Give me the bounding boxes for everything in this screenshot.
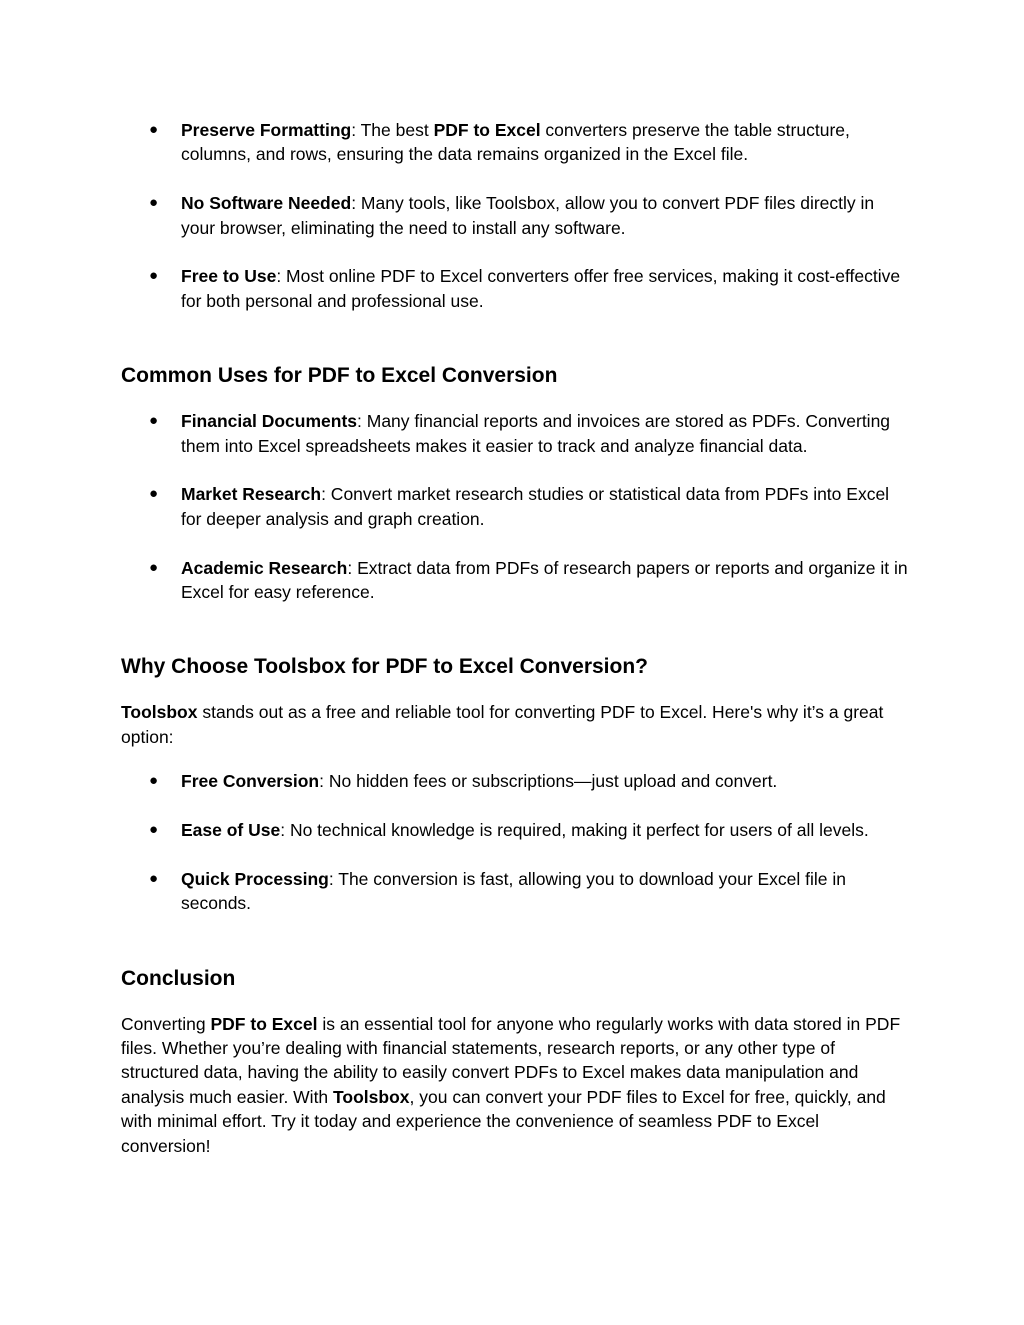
why-intro-paragraph (121, 700, 911, 749)
section-heading-conclusion: Conclusion (121, 966, 236, 990)
list-item (121, 118, 911, 167)
paragraph-text: , you can convert your PDF files to Excel for free, quickly, and with minimal effort. Try it today and experience the convenience of seamless PDF to Excel conversion! (121, 1086, 886, 1156)
bullet-icon: ● (149, 821, 159, 839)
bullet-icon: ● (149, 772, 159, 790)
bullet-text: : Many tools, like Toolsbox, allow you to convert PDF files directly in your browser, eliminating the need to install any software. (181, 193, 875, 238)
bullet-emphasis: PDF to Excel (433, 120, 541, 140)
list-item (121, 556, 911, 605)
section-heading-why: Why Choose Toolsbox for PDF to Excel Conversion? (121, 655, 648, 679)
bullet-term: Preserve Formatting (181, 120, 352, 140)
list-item (121, 191, 911, 240)
bullet-text: : The best (351, 120, 434, 140)
bullet-icon: ● (149, 485, 159, 503)
paragraph-text: stands out as a free and reliable tool for converting PDF to Excel. Here's why it’s a great option: (121, 702, 884, 747)
list-item (121, 264, 911, 313)
list-item (121, 867, 911, 916)
bullet-term: Financial Documents (181, 411, 358, 432)
bullet-text: : Extract data from PDFs of research papers or reports and organize it in Excel for easy reference. (181, 557, 908, 603)
paragraph-text: Converting (121, 1013, 211, 1034)
intro-bullet-list (121, 118, 911, 313)
bullet-term: Quick Processing (181, 868, 329, 889)
conclusion-paragraph (121, 1012, 911, 1158)
bullet-icon: ● (149, 558, 159, 576)
list-item (121, 818, 911, 842)
document-content (121, 118, 911, 1158)
bullet-icon: ● (149, 121, 159, 138)
list-item (121, 409, 911, 458)
bullet-text: : Most online PDF to Excel converters offer free services, making it cost-effective for both personal and professional use. (181, 266, 901, 311)
bullet-text: : No technical knowledge is required, making it perfect for users of all levels. (280, 820, 869, 841)
paragraph-text: is an essential tool for anyone who regularly works with data stored in PDF files. Whether you’re dealing with financial statements, research reports, or any other type of structured data, having the ability to easily convert PDFs to Excel makes data manipulation and analysis much easier. With (121, 1013, 901, 1107)
bullet-term: Academic Research (181, 557, 348, 578)
bullet-text: : Many financial reports and invoices are stored as PDFs. Converting them into Excel spreadsheets makes it easier to track and analyze financial data. (181, 411, 891, 456)
bullet-icon: ● (149, 267, 159, 285)
section-heading-uses: Common Uses for PDF to Excel Conversion (121, 364, 558, 388)
brand-name: Toolsbox (333, 1086, 410, 1107)
bullet-icon: ● (149, 412, 159, 430)
list-item (121, 769, 911, 793)
uses-bullet-list (121, 409, 911, 604)
bullet-icon: ● (149, 869, 159, 887)
bullet-text: converters preserve the table structure, columns, and rows, ensuring the data remains organized in the Excel file. (181, 120, 850, 165)
bullet-term: Ease of Use (181, 820, 281, 841)
bullet-term: No Software Needed (181, 193, 352, 214)
emphasis-text: PDF to Excel (210, 1013, 318, 1034)
bullet-term: Free Conversion (181, 771, 320, 792)
list-item (121, 482, 911, 531)
bullet-text: : The conversion is fast, allowing you to download your Excel file in seconds. (181, 868, 847, 914)
bullet-term: Market Research (181, 484, 322, 505)
bullet-text: : Convert market research studies or statistical data from PDFs into Excel for deeper analysis and graph creation. (181, 484, 890, 529)
bullet-icon: ● (149, 194, 159, 212)
brand-name: Toolsbox (121, 702, 198, 723)
bullet-term: Free to Use (181, 266, 277, 287)
why-bullet-list (121, 769, 911, 915)
bullet-text: : No hidden fees or subscriptions—just upload and convert. (319, 771, 778, 792)
